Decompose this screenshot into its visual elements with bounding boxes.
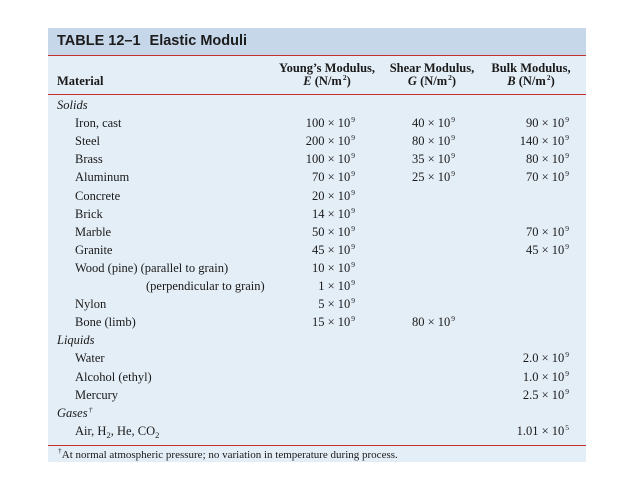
exponent: 9 [351, 187, 355, 197]
table-row [48, 241, 586, 259]
table-row [48, 223, 586, 241]
exponent: 9 [351, 278, 355, 287]
table-row [48, 422, 586, 440]
mantissa: 70 × 10 [525, 224, 565, 239]
material-name [75, 241, 112, 259]
material-name-text: Gases [57, 405, 88, 420]
bulk-modulus-value [523, 349, 569, 369]
bulk-modulus-value [526, 241, 569, 261]
header-unit: G $(N/m^2)$ [407, 73, 457, 88]
material-name-text: (perpendicular to grain) [146, 279, 265, 293]
subscript: 2 [155, 429, 160, 440]
exponent: 9 [565, 133, 569, 143]
subscript: 2 [106, 429, 111, 440]
young-modulus-value [318, 277, 355, 297]
young-modulus-value [306, 114, 355, 134]
table-row [48, 386, 586, 404]
material-name-text: Steel [75, 134, 100, 149]
table-caption: Elastic Moduli [149, 33, 248, 49]
column-header-bulk-modulus [480, 62, 582, 89]
material-name-text: Concrete [75, 188, 121, 203]
mantissa: 1.01 × 10 [516, 423, 565, 438]
exponent: 9 [351, 115, 355, 125]
bulk-modulus-value [523, 386, 569, 406]
mantissa: 5 × 10 [318, 297, 351, 312]
mantissa: 70 × 10 [525, 170, 565, 185]
elastic-moduli-table [48, 28, 586, 462]
material-name [146, 277, 265, 295]
mantissa: 20 × 10 [311, 188, 351, 203]
header-title: Shear Modulus, [389, 61, 475, 75]
mantissa: 80 × 10 [411, 134, 451, 149]
material-name-text: Aluminum [75, 170, 130, 185]
young-modulus-value [312, 205, 355, 225]
material-name [75, 114, 122, 132]
material-name [75, 132, 100, 150]
material-name [75, 422, 159, 441]
material-name-text: Solids [57, 98, 88, 112]
column-header-material: Material [57, 74, 104, 88]
mantissa: 2.0 × 10 [522, 351, 565, 366]
young-modulus-value [312, 168, 355, 188]
table-row [48, 114, 586, 132]
mantissa: 14 × 10 [311, 206, 351, 221]
exponent: 9 [565, 223, 569, 233]
young-modulus-value [312, 241, 355, 261]
mantissa: 25 × 10 [411, 170, 451, 185]
exponent: 9 [451, 151, 455, 161]
young-modulus-value [318, 295, 355, 315]
exponent: 5 [565, 422, 569, 432]
material-name-text: Bone (limb) [75, 315, 136, 330]
exponent: 9 [451, 133, 455, 143]
footnote-marker: † [88, 404, 93, 414]
table-row [48, 313, 586, 331]
bulk-modulus-value [526, 114, 569, 134]
exponent: 9 [565, 169, 569, 179]
mantissa: 40 × 10 [411, 116, 451, 131]
header-unit: B $(N/m^2)$ [507, 73, 555, 88]
exponent: 9 [351, 241, 355, 251]
header-symbol: G [407, 74, 417, 88]
young-modulus-value [312, 259, 355, 279]
exponent: 9 [351, 151, 355, 161]
mantissa: 50 × 10 [311, 224, 351, 239]
shear-modulus-value [412, 132, 455, 152]
header-symbol: E [303, 74, 312, 88]
mantissa: 80 × 10 [525, 152, 565, 167]
table-row [48, 168, 586, 186]
table-row [48, 368, 586, 386]
bulk-modulus-value [523, 368, 569, 388]
mantissa: 2.5 × 10 [522, 387, 565, 402]
material-name-text: Liquids [57, 333, 95, 348]
mantissa: 90 × 10 [525, 116, 565, 131]
material-name [75, 313, 136, 331]
exponent: 9 [351, 259, 355, 269]
exponent: 9 [351, 296, 355, 306]
exponent: 9 [451, 115, 455, 125]
material-name-text: Brass [75, 152, 103, 167]
bulk-modulus-value [526, 168, 569, 188]
exponent: 9 [565, 241, 569, 251]
mantissa: 1 × 10 [318, 279, 351, 293]
mantissa: 80 × 10 [411, 315, 451, 330]
material-name-text: Brick [75, 206, 103, 221]
young-modulus-value [312, 223, 355, 243]
exponent: 9 [451, 314, 455, 324]
mantissa: 10 × 10 [311, 260, 351, 275]
exponent: 9 [565, 386, 569, 396]
table-row [48, 349, 586, 367]
exponent: 9 [351, 205, 355, 215]
header-title: Young’s Modulus, [278, 61, 376, 75]
footnote-mark: † [58, 446, 62, 455]
material-name-text: Marble [75, 224, 112, 239]
material-name-text: Granite [75, 242, 113, 257]
young-modulus-value [312, 313, 355, 333]
header-symbol: B [507, 74, 516, 88]
exponent: 9 [351, 133, 355, 143]
exponent: 9 [565, 151, 569, 161]
mantissa: 45 × 10 [525, 242, 565, 257]
material-name [75, 386, 118, 404]
shear-modulus-value [412, 150, 455, 170]
young-modulus-value [306, 150, 355, 170]
material-name-text: Iron, cast [75, 116, 122, 131]
material-name-text: Water [75, 351, 105, 366]
bulk-modulus-value [517, 422, 569, 442]
mantissa: 200 × 10 [305, 134, 351, 149]
section-row [48, 331, 586, 349]
shear-modulus-value [412, 168, 455, 188]
table-row [48, 259, 586, 277]
section-row [48, 96, 586, 114]
table-row [48, 277, 586, 295]
section-label [57, 331, 95, 349]
mantissa: 1.0 × 10 [522, 369, 565, 384]
material-name-text: Mercury [75, 387, 119, 402]
section-row [48, 404, 586, 422]
material-name-text: Alcohol (ethyl) [75, 369, 152, 384]
table-row [48, 150, 586, 168]
shear-modulus-value [412, 114, 455, 134]
exponent: 9 [451, 169, 455, 179]
table-row [48, 205, 586, 223]
table-row [48, 132, 586, 150]
bulk-modulus-value [526, 223, 569, 243]
shear-modulus-value [412, 313, 455, 333]
exponent: 9 [565, 350, 569, 360]
footnote-text: At normal atmospheric pressure; no variation in temperature during process. [61, 449, 398, 461]
material-name [75, 295, 106, 313]
table-row [48, 187, 586, 205]
material-name-text: Nylon [75, 297, 107, 312]
material-name [75, 187, 120, 205]
table-title-bar [48, 28, 586, 56]
material-name [75, 150, 103, 168]
material-name-text: Wood (pine) (parallel to grain) [75, 260, 229, 275]
table-title [57, 33, 247, 49]
mantissa: 140 × 10 [519, 134, 565, 149]
material-name-text: Air, H [75, 423, 107, 438]
column-header-shear-modulus [381, 62, 483, 89]
exponent: 9 [351, 169, 355, 179]
mantissa: 100 × 10 [305, 116, 351, 131]
mantissa: 100 × 10 [305, 152, 351, 167]
material-name [75, 368, 152, 386]
material-name [75, 349, 105, 367]
section-label [57, 404, 92, 424]
mantissa: 15 × 10 [311, 315, 351, 330]
footer-divider [48, 445, 586, 446]
exponent: 9 [565, 368, 569, 378]
table-footnote [57, 446, 398, 461]
bulk-modulus-value [520, 132, 569, 152]
table-number: TABLE 12–1 [57, 33, 141, 49]
section-label [57, 96, 88, 114]
header-title: Bulk Modulus, [491, 61, 571, 75]
mantissa: 70 × 10 [311, 170, 351, 185]
column-header-youngs-modulus [272, 62, 382, 89]
exponent: 9 [565, 115, 569, 125]
mantissa: 35 × 10 [411, 152, 451, 167]
exponent: 9 [351, 223, 355, 233]
formula-text: , He, CO [110, 423, 156, 438]
header-divider [48, 94, 586, 95]
exponent: 9 [351, 314, 355, 324]
header-unit: E $(N/m^2)$ [303, 73, 351, 88]
mantissa: 45 × 10 [311, 242, 351, 257]
material-name [75, 259, 228, 277]
material-name [75, 168, 129, 186]
young-modulus-value [312, 187, 355, 207]
material-name [75, 205, 103, 223]
material-name [75, 223, 111, 241]
table-row [48, 295, 586, 313]
young-modulus-value [306, 132, 355, 152]
bulk-modulus-value [526, 150, 569, 170]
